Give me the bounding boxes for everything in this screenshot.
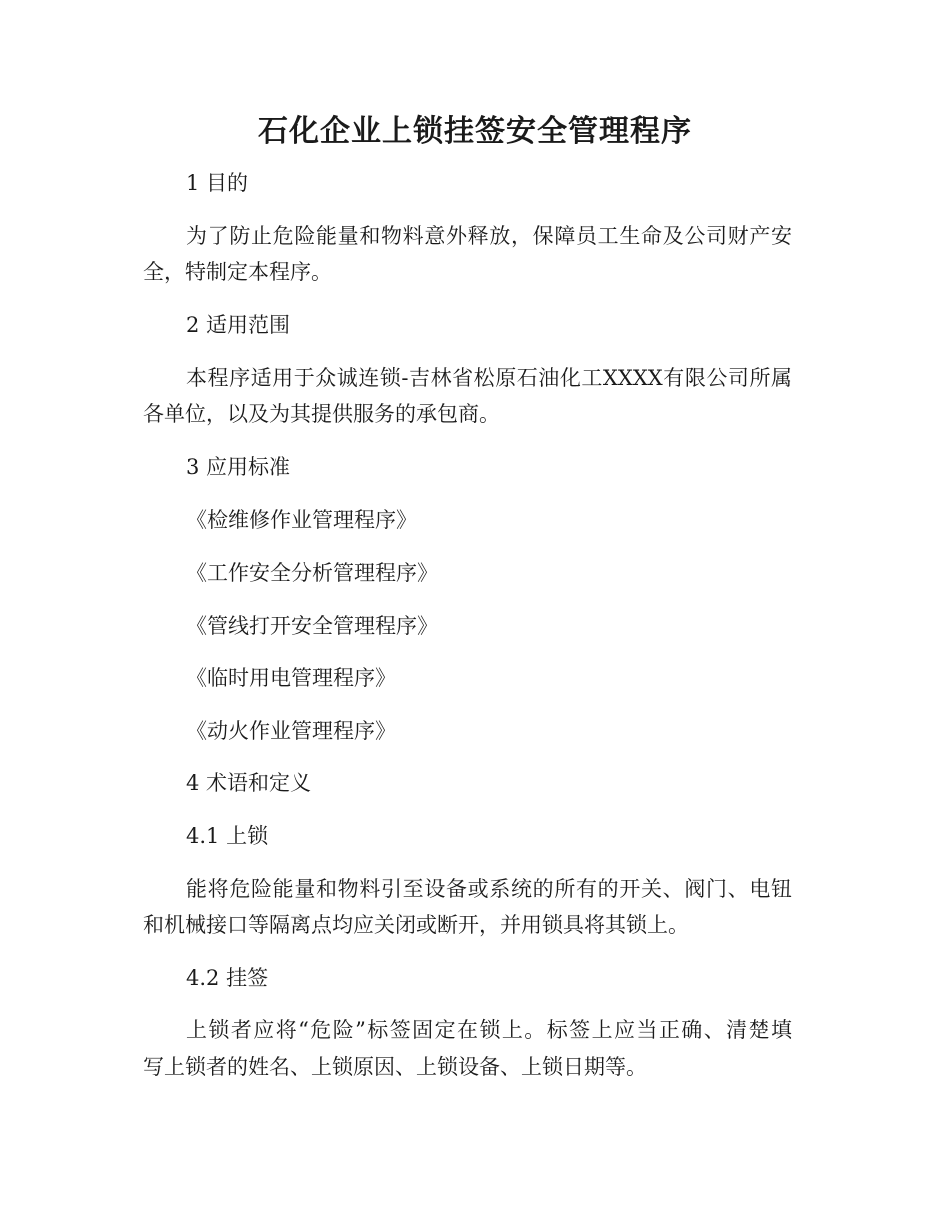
subsection-heading-lock: 4.1 上锁 [186,824,269,848]
section-heading-terms: 4 术语和定义 [186,771,312,795]
section-heading-scope: 2 适用范围 [186,313,291,337]
purpose-text-line-2: 全，特制定本程序。 [143,260,332,284]
standard-item: 《工作安全分析管理程序》 [186,561,438,585]
tag-text-line-1: 上锁者应将“危险”标签固定在锁上。标签上应当正确、清楚填 [186,1018,792,1042]
standard-item: 《动火作业管理程序》 [186,719,396,743]
lock-text-line-2: 和机械接口等隔离点均应关闭或断开，并用锁具将其锁上。 [143,913,689,937]
tag-text-line-2: 写上锁者的姓名、上锁原因、上锁设备、上锁日期等。 [143,1055,647,1079]
standard-item: 《临时用电管理程序》 [186,666,396,690]
section-heading-purpose: 1 目的 [186,171,249,195]
standard-item: 《管线打开安全管理程序》 [186,614,438,638]
document-title: 石化企业上锁挂签安全管理程序 [258,114,692,149]
section-heading-standards: 3 应用标准 [186,455,291,479]
scope-text-line-1: 本程序适用于众诚连锁-吉林省松原石油化工XXXX有限公司所属 [186,366,792,390]
standard-item: 《检维修作业管理程序》 [186,508,417,532]
scope-text-line-2: 各单位，以及为其提供服务的承包商。 [143,402,500,426]
subsection-heading-tag: 4.2 挂签 [186,966,269,990]
lock-text-line-1: 能将危险能量和物料引至设备或系统的所有的开关、阀门、电钮 [186,877,792,901]
purpose-text-line-1: 为了防止危险能量和物料意外释放，保障员工生命及公司财产安 [186,224,792,248]
